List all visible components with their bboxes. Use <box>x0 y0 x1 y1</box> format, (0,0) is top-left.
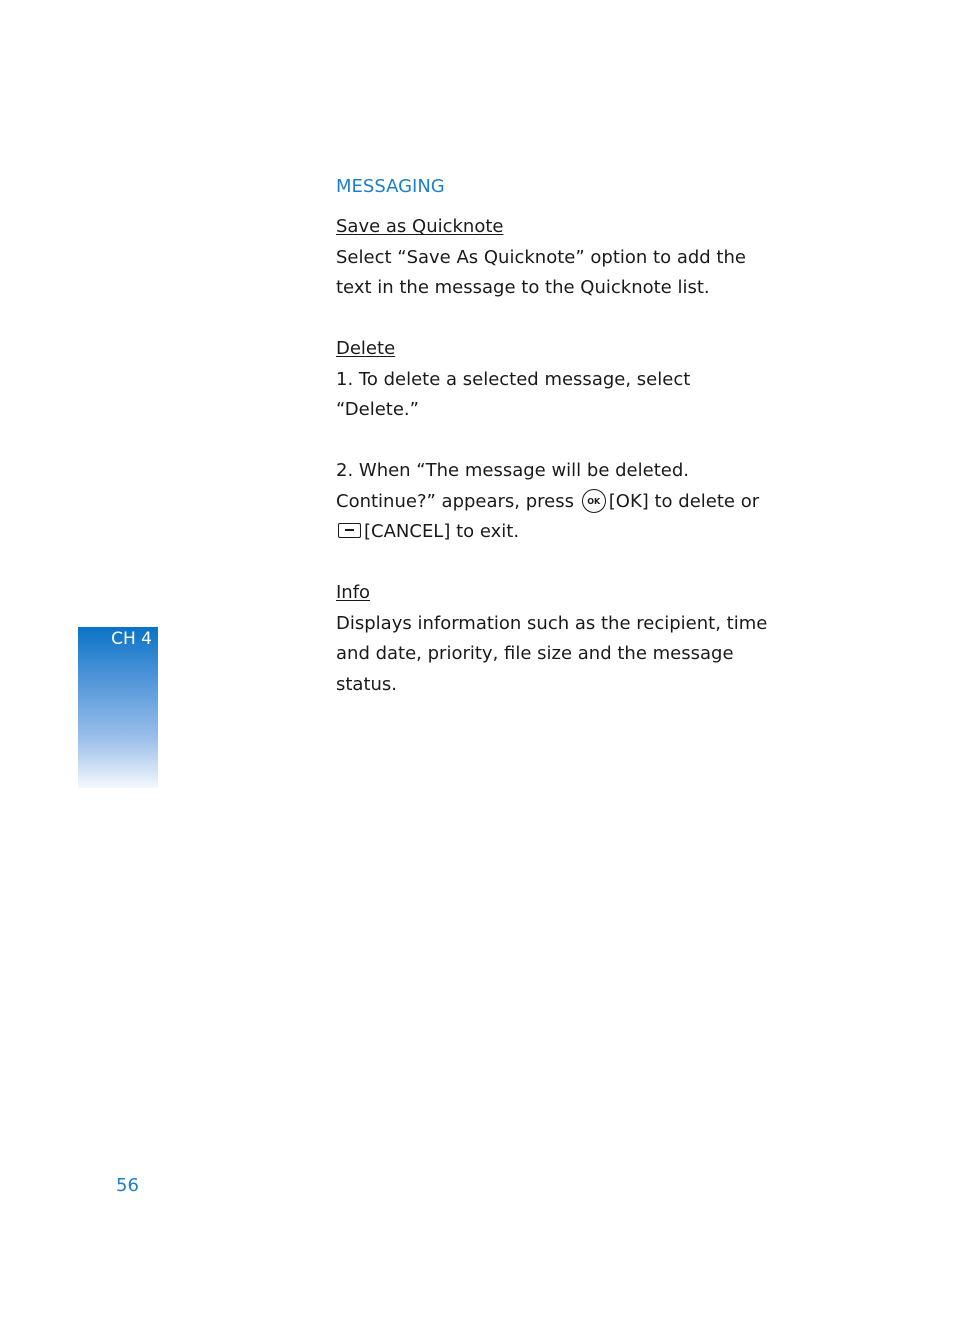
chapter-label: CH 4 <box>111 629 152 649</box>
delete-heading: Delete <box>336 338 396 359</box>
section-title: MESSAGING <box>336 176 445 197</box>
cancel-softkey-icon <box>338 523 361 538</box>
delete-step-1: 1. To delete a selected message, select “Delete.” <box>336 368 691 420</box>
chapter-tab <box>78 627 158 788</box>
delete-step-2 <box>336 456 776 548</box>
delete-step-2-text-a: 2. When “The message will be deleted. Continue?” appears, press <box>336 460 689 512</box>
save-as-quicknote-heading: Save as Quicknote <box>336 216 504 237</box>
delete-step-2-text-c: [CANCEL] to exit. <box>364 521 520 542</box>
page-content <box>336 172 776 700</box>
spacer <box>336 304 776 335</box>
delete-step-2-text-b: [OK] to delete or <box>608 490 760 512</box>
info-heading: Info <box>336 582 371 603</box>
page-number: 56 <box>116 1175 139 1196</box>
save-as-quicknote-body: Select “Save As Quicknote” option to add the text in the message to the Quicknote list. <box>336 246 746 298</box>
spacer <box>336 426 776 457</box>
ok-key-icon: OK <box>582 489 606 513</box>
info-body: Displays information such as the recipient, time and date, priority, file size and the message status. <box>336 612 768 695</box>
save-as-quicknote-section <box>336 212 776 304</box>
spacer <box>336 548 776 579</box>
info-section <box>336 578 776 700</box>
delete-section <box>336 334 776 548</box>
